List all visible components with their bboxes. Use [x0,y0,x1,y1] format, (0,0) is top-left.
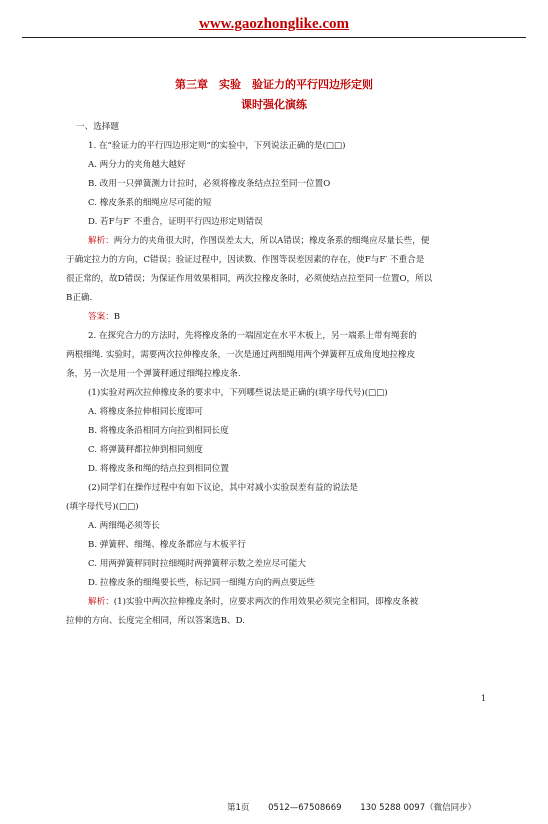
question-2-part-1: (1)实验对两次拉伸橡皮条的要求中，下列哪些说法是正确的(填字母代号)(□□) [88,388,388,398]
footer-phone-1: 0512—67508669 [268,803,342,813]
option-2-2d: D. 拉橡皮条的细绳要长些，标记同一细绳方向的两点要远些 [88,578,315,588]
answer-1: 答案：B [88,312,121,322]
question-1: 1. 在“验证力的平行四边形定则”的实验中，下列说法正确的是(□□) [88,141,346,151]
option-2-1d: D. 将橡皮条和绳的结点拉到相同位置 [88,464,229,474]
footer-page: 第1页 [227,803,250,813]
analysis-label: 解析： [88,236,114,246]
analysis-1-line-3: 很正常的，故D错误；为保证作用效果相同，两次拉橡皮条时，必须使结点拉至同一位置O，所以 [66,274,433,284]
option-2-2b: B. 弹簧秤、细绳、橡皮条都应与木板平行 [88,540,246,550]
option-1c: C. 橡皮条系的细绳应尽可能的短 [88,198,212,208]
option-1d: D. 若F与F′ 不重合，证明平行四边形定则错误 [88,217,263,227]
question-2-line-3: 条，另一次是用一个弹簧秤通过细绳拉橡皮条. [66,369,241,379]
analysis-2-line-2: 拉伸的方向、长度完全相同，所以答案选B、D. [66,616,245,626]
analysis-1-line-1: 解析：两分力的夹角很大时，作图误差太大，所以A错误；橡皮条系的细绳应尽量长些，便 [88,236,430,246]
footer [227,801,492,813]
option-2-1b: B. 将橡皮条沿相同方向拉到相同长度 [88,426,229,436]
page-title: 第三章 实验 验证力的平行四边形定则 [175,78,373,91]
page-subtitle: 课时强化演练 [241,98,307,111]
option-1b: B. 改用一只弹簧测力计拉时，必须将橡皮条结点拉至同一位置O [88,179,331,189]
page-number: 1 [481,694,487,703]
analysis-1-line-4: B正确. [66,293,93,303]
analysis-label: 解析： [88,597,114,607]
section-heading: 一、选择题 [76,122,119,132]
option-1a: A. 两分力的夹角越大越好 [88,160,186,170]
option-2-1c: C. 将弹簧秤都拉伸到相同刻度 [88,445,203,455]
header-divider [22,37,526,38]
footer-phone-2: 130 5288 0097（微信同步） [360,803,477,813]
analysis-2-line-1: 解析：(1)实验中两次拉伸橡皮条时，应要求两次的作用效果必须完全相同，即橡皮条被 [88,597,419,607]
question-2-line-2: 两根细绳. 实验时，需要两次拉伸橡皮条，一次是通过两细绳用两个弹簧秤互成角度地拉橡皮 [66,350,416,360]
document-body [66,118,482,631]
analysis-1-line-2: 于确定拉力的方向，C错误；验证过程中，因读数、作图等误差因素的存在，使F与F′ 不重合是 [66,255,425,265]
question-2-part-2-cont: (填字母代号)(□□) [66,502,139,512]
option-2-2a: A. 两细绳必须等长 [88,521,160,531]
header-url[interactable]: www.gaozhonglike.com [199,16,349,32]
option-2-2c: C. 用两弹簧秤同时拉细绳时两弹簧秤示数之差应尽可能大 [88,559,306,569]
question-2-part-2: (2)同学们在操作过程中有如下议论，其中对减小实验误差有益的说法是 [88,483,358,493]
option-2-1a: A. 将橡皮条拉伸相同长度即可 [88,407,203,417]
answer-label: 答案： [88,312,114,322]
question-2-line-1: 2. 在探究合力的方法时，先将橡皮条的一端固定在水平木板上，另一端系上带有绳套的 [88,331,417,341]
